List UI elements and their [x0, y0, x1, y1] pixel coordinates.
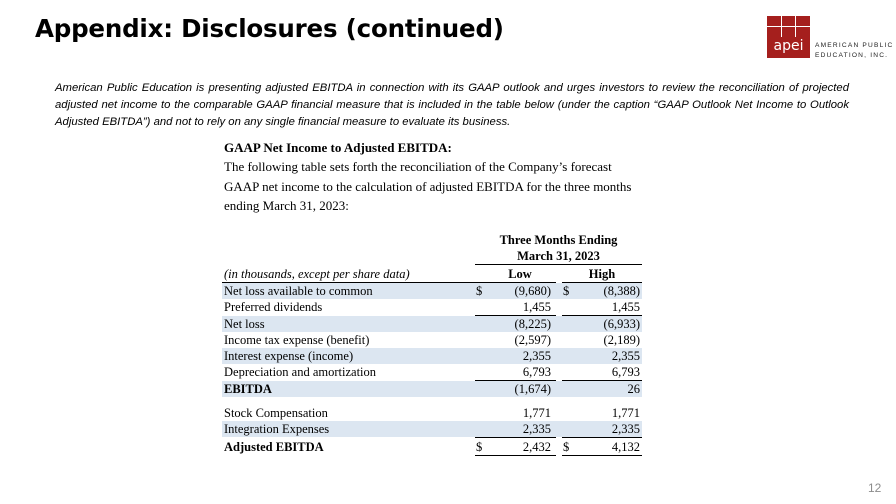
- table-row: [222, 405, 642, 421]
- period-header-rule: [475, 264, 642, 265]
- page-number: 12: [868, 481, 882, 495]
- value-high: 1,455: [611, 300, 640, 314]
- column-header-row: [222, 266, 642, 282]
- intro-paragraph: American Public Education is presenting adjusted EBITDA in connection with its GAAP outlook and urges investors to review the reconciliation of projected adjusted net income to the comparable GAAP financial measure that is included in the table below (under the caption “GAAP Outlook Net Income to Outlook Adjusted EBITDA”) and not to rely on any single financial measure to evaluate its business.: [55, 82, 849, 128]
- value-high: 4,132: [611, 440, 640, 454]
- total-double-underline-high: [562, 455, 642, 456]
- period-header-line2: March 31, 2023: [517, 249, 600, 263]
- table-row: [222, 316, 642, 332]
- value-low: 6,793: [522, 365, 551, 379]
- logo-text-line2: EDUCATION, INC.: [815, 52, 889, 59]
- row-label: Stock Compensation: [224, 406, 328, 420]
- value-high: 2,355: [611, 349, 640, 363]
- value-high: 26: [627, 382, 640, 396]
- row-label: Adjusted EBITDA: [224, 440, 324, 454]
- logo-mark: [767, 16, 810, 58]
- page-title: Appendix: Disclosures (continued): [35, 14, 504, 43]
- table-row: [222, 348, 642, 364]
- value-low: 2,432: [522, 440, 551, 454]
- row-label: Interest expense (income): [224, 349, 354, 363]
- column-header-low: Low: [508, 267, 532, 281]
- value-low: 2,355: [522, 349, 551, 363]
- table-row: [222, 283, 642, 299]
- table-row: [222, 421, 642, 437]
- value-low: 2,335: [522, 422, 551, 436]
- row-label: Income tax expense (benefit): [224, 333, 370, 347]
- table-row: [222, 381, 642, 397]
- logo-text-line1: AMERICAN PUBLIC: [815, 42, 894, 49]
- value-high: 1,771: [611, 406, 640, 420]
- section-heading: GAAP Net Income to Adjusted EBITDA:: [224, 140, 452, 155]
- table-row: [222, 299, 642, 315]
- logo-word: apei: [768, 37, 809, 55]
- period-header-line1: Three Months Ending: [499, 233, 618, 247]
- units-label: (in thousands, except per share data): [224, 267, 410, 281]
- row-label: Integration Expenses: [224, 422, 330, 436]
- currency-symbol: $: [563, 440, 570, 454]
- row-label: Net loss: [224, 317, 265, 331]
- value-high: (6,933): [603, 317, 640, 331]
- row-label: EBITDA: [224, 382, 272, 396]
- table-row: [222, 364, 642, 380]
- currency-symbol: $: [476, 440, 483, 454]
- row-label: Depreciation and amortization: [224, 365, 377, 379]
- total-underline-low: [475, 437, 556, 438]
- row-label: Net loss available to common: [224, 284, 373, 298]
- value-low: (1,674): [514, 382, 551, 396]
- column-header-high: High: [588, 267, 616, 281]
- section-description: The following table sets forth the reconciliation of the Company’s forecast GAAP net income to the calculation of adjusted EBITDA for the three months ending March 31, 2023:: [224, 159, 632, 213]
- total-underline-high: [562, 437, 642, 438]
- value-low: (9,680): [514, 284, 551, 298]
- value-low: 1,455: [522, 300, 551, 314]
- company-logo: [767, 16, 894, 59]
- value-high: (8,388): [603, 284, 640, 298]
- table-row: [222, 332, 642, 348]
- value-high: 6,793: [611, 365, 640, 379]
- value-high: 2,335: [611, 422, 640, 436]
- total-double-underline-low: [475, 455, 556, 456]
- value-low: 1,771: [522, 406, 551, 420]
- value-high: (2,189): [603, 333, 640, 347]
- currency-symbol: $: [563, 284, 570, 298]
- currency-symbol: $: [476, 284, 483, 298]
- value-low: (2,597): [514, 333, 551, 347]
- value-low: (8,225): [514, 317, 551, 331]
- row-label: Preferred dividends: [224, 300, 323, 314]
- table-row: [222, 439, 642, 455]
